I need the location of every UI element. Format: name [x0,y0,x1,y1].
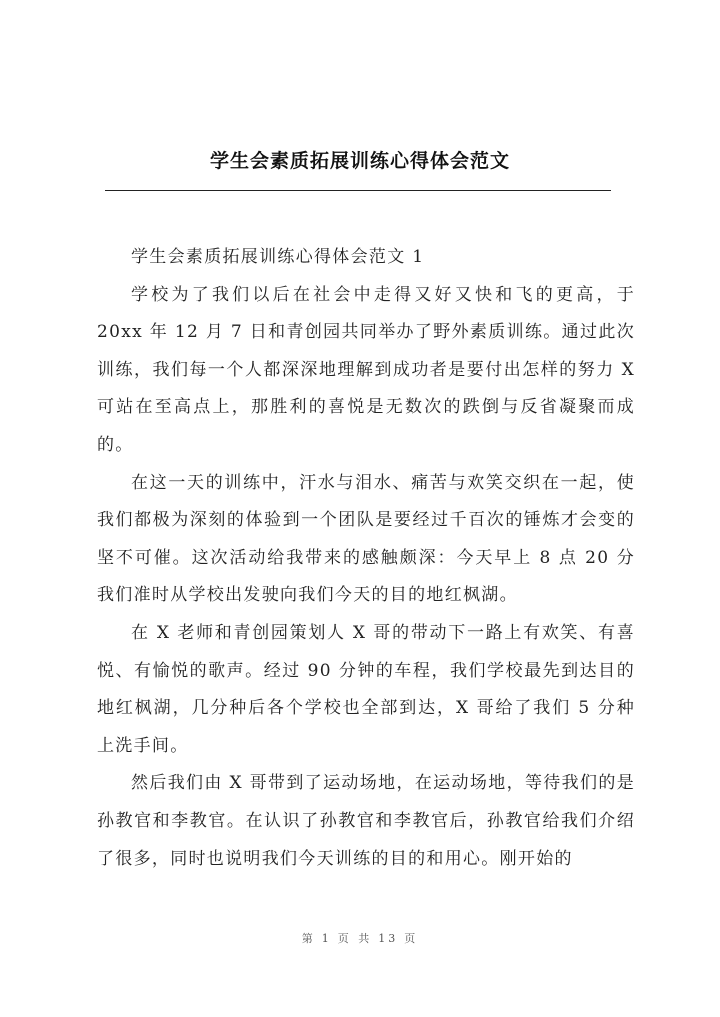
section-subtitle: 学生会素质拓展训练心得体会范文 1 [131,247,425,267]
footer-label-of: 页 共 [337,932,373,945]
paragraph: 然后我们由 X 哥带到了运动场地，在运动场地，等待我们的是孙教官和李教官。在认识了孙教官和李教官后，孙教官给我们介绍了很多，同时也说明我们今天训练的目的和用心。刚开始的 [97,773,635,869]
footer-total-pages: 13 [378,932,399,945]
footer-label-pages: 页 [404,932,419,945]
paragraph: 学校为了我们以后在社会中走得又好又快和飞的更高，于 20xx 年 12 月 7 日和青创园共同举办了野外素质训练。通过此次训练，我们每一个人都深深地理解到成功者是要付出怎样的努力 X 可站在至高点上，那胜利的喜悦是无数次的跌倒与反省凝聚而成的。 [97,284,635,455]
page-footer [0,930,720,946]
footer-label-page: 第 [301,932,316,945]
paragraph: 在这一天的训练中，汗水与泪水、痛苦与欢笑交织在一起，使我们都极为深刻的体验到一个团队是要经过千百次的锤炼才会变的坚不可催。这次活动给我带来的感触颇深：今天早上 8 点 20 分我们准时从学校出发驶向我们今天的目的地红枫湖。 [97,472,635,606]
title-divider [105,190,611,191]
document-body [97,239,635,878]
page-title: 学生会素质拓展训练心得体会范文 [209,150,510,172]
paragraph: 在 X 老师和青创园策划人 X 哥的带动下一路上有欢笑、有喜悦、有愉悦的歌声。经过 90 分钟的车程，我们学校最先到达目的地红枫湖，几分种后各个学校也全部到达，X 哥给了我们 5 分种上洗手间。 [97,622,635,756]
footer-current-page: 1 [321,932,332,945]
